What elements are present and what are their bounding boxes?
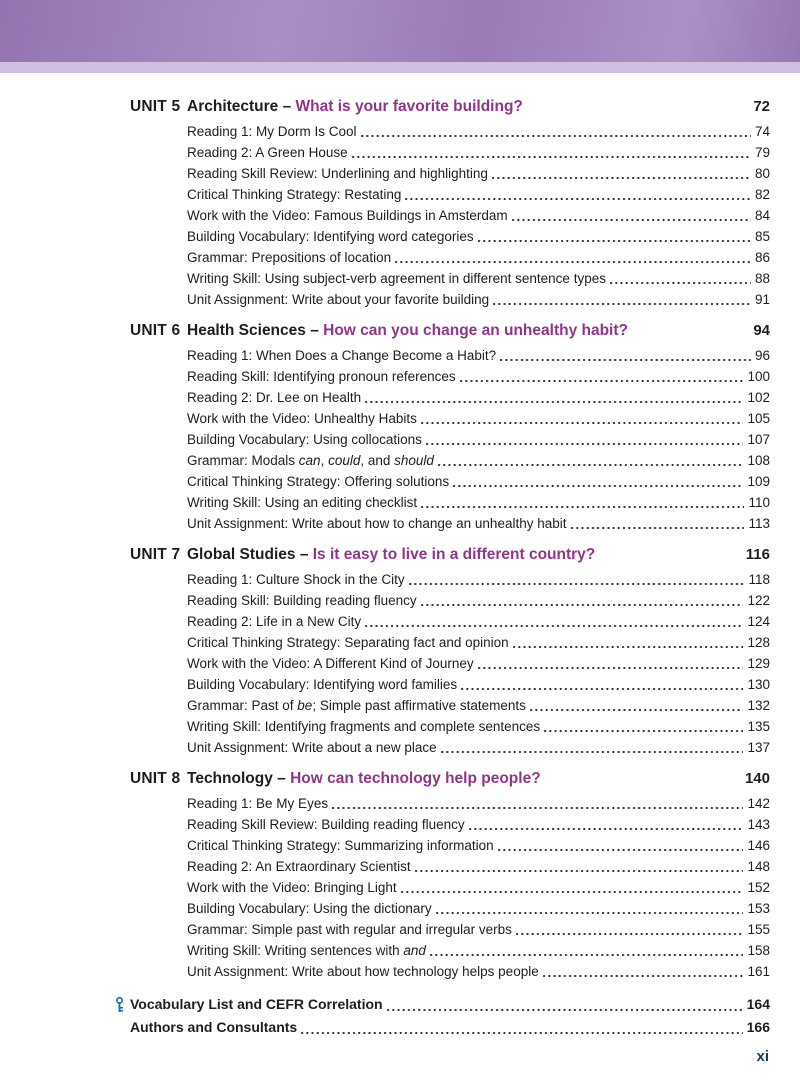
toc-entry-page: 105 <box>747 411 770 426</box>
toc-entry-page: 74 <box>754 124 770 139</box>
toc-entry-title: Unit Assignment: Write about a new place <box>187 740 437 755</box>
toc-entry-title: Reading 2: Dr. Lee on Health <box>187 390 362 405</box>
dot-leader <box>461 688 743 690</box>
unit-question: How can technology help people? <box>290 770 541 787</box>
toc-entry-title: Reading 1: When Does a Change Become a Habit? <box>187 348 497 363</box>
unit-question: How can you change an unhealthy habit? <box>323 322 628 339</box>
unit-section <box>130 97 770 310</box>
dot-leader <box>395 261 751 263</box>
dot-leader <box>421 506 744 508</box>
toc-entry-page: 132 <box>747 698 770 713</box>
dot-leader <box>543 975 744 977</box>
toc-entry-title: Unit Assignment: Write about how to change an unhealthy habit <box>187 516 567 531</box>
toc-entry-title: Reading Skill Review: Underlining and highlighting <box>187 166 488 181</box>
dot-leader <box>361 135 751 137</box>
toc-entry <box>187 247 770 268</box>
toc-entry-title: Reading 2: An Extraordinary Scientist <box>187 859 411 874</box>
unit-title <box>187 545 738 564</box>
unit-title <box>187 321 745 340</box>
unit-heading <box>130 97 770 116</box>
toc-entry-title: Unit Assignment: Write about how technology helps people <box>187 964 539 979</box>
toc-entry <box>187 835 770 856</box>
toc-entry-title: Reading 1: Be My Eyes <box>187 796 329 811</box>
toc-entry-page: 128 <box>747 635 770 650</box>
unit-label: UNIT 6 <box>130 322 181 339</box>
unit-entries <box>187 345 770 534</box>
toc-entry-title: Reading 2: A Green House <box>187 145 348 160</box>
unit-title <box>187 97 745 116</box>
toc-entry <box>187 737 770 758</box>
toc-entry <box>187 142 770 163</box>
table-of-contents <box>0 73 800 1039</box>
dot-leader <box>493 303 751 305</box>
unit-question: What is your favorite building? <box>295 98 523 115</box>
toc-entry <box>187 289 770 310</box>
toc-entry <box>187 205 770 226</box>
toc-entry-title: Reading 1: Culture Shock in the City <box>187 572 405 587</box>
toc-entry-title: Unit Assignment: Write about your favorite building <box>187 292 490 307</box>
dot-leader <box>430 954 744 956</box>
dot-leader <box>387 1009 743 1011</box>
toc-entry-page: 148 <box>747 859 770 874</box>
toc-entry-title: Vocabulary List and CEFR Correlation <box>130 996 383 1012</box>
toc-entry-page: 166 <box>746 1019 770 1035</box>
dot-leader <box>478 667 744 669</box>
toc-entry-page: 164 <box>746 996 770 1012</box>
toc-entry <box>187 345 770 366</box>
toc-entry-page: 155 <box>747 922 770 937</box>
toc-entry <box>187 961 770 982</box>
dot-leader <box>513 646 744 648</box>
toc-entry <box>130 1016 770 1039</box>
toc-entry <box>187 569 770 590</box>
toc-entry-page: 91 <box>754 292 770 307</box>
dot-leader <box>332 807 743 809</box>
toc-entry-title: Critical Thinking Strategy: Summarizing information <box>187 838 494 853</box>
dot-leader <box>365 625 743 627</box>
dot-leader <box>498 849 744 851</box>
toc-entry <box>187 898 770 919</box>
toc-entry-page: 100 <box>747 369 770 384</box>
toc-entry <box>187 121 770 142</box>
dot-leader <box>530 709 744 711</box>
toc-entry <box>187 184 770 205</box>
dot-leader <box>421 422 744 424</box>
toc-entry-page: 79 <box>754 145 770 160</box>
toc-entry-page: 110 <box>748 495 770 510</box>
toc-entry <box>187 450 770 471</box>
toc-entry-page: 142 <box>747 796 770 811</box>
dot-leader <box>571 527 745 529</box>
unit-heading <box>130 545 770 564</box>
unit-page-number: 140 <box>744 770 770 787</box>
unit-label: UNIT 8 <box>130 770 181 787</box>
unit-label: UNIT 7 <box>130 546 181 563</box>
unit-page-number: 116 <box>745 546 770 563</box>
dot-leader <box>405 198 751 200</box>
toc-entry <box>130 993 770 1016</box>
toc-entry-page: 137 <box>747 740 770 755</box>
toc-entry <box>187 268 770 289</box>
dot-leader <box>421 604 744 606</box>
unit-question: Is it easy to live in a different country? <box>312 546 596 563</box>
dot-leader <box>610 282 751 284</box>
unit-entries <box>187 793 770 982</box>
toc-entry-title: Grammar: Simple past with regular and irregular verbs <box>187 922 512 937</box>
unit-heading <box>130 321 770 340</box>
toc-entry-page: 82 <box>754 187 770 202</box>
unit-section <box>130 769 770 982</box>
unit-topic: Global Studies – <box>187 546 313 563</box>
toc-entry-page: 130 <box>747 677 770 692</box>
toc-entry <box>187 814 770 835</box>
unit-entries <box>187 121 770 310</box>
unit-heading <box>130 769 770 788</box>
folio-page-number: xi <box>756 1048 769 1065</box>
dot-leader <box>544 730 743 732</box>
toc-entry <box>187 408 770 429</box>
toc-entry-title: Writing Skill: Writing sentences with and <box>187 943 426 958</box>
toc-entry-title: Reading Skill: Building reading fluency <box>187 593 417 608</box>
toc-entry-title: Writing Skill: Using subject-verb agreement in different sentence types <box>187 271 606 286</box>
toc-entry <box>187 695 770 716</box>
toc-entry-page: 85 <box>754 229 770 244</box>
toc-entry-title: Building Vocabulary: Using the dictionary <box>187 901 432 916</box>
toc-entry <box>187 163 770 184</box>
toc-entry-title: Reading Skill Review: Building reading fluency <box>187 817 465 832</box>
toc-entry-page: 80 <box>754 166 770 181</box>
toc-entry-page: 143 <box>747 817 770 832</box>
unit-topic: Health Sciences – <box>187 322 324 339</box>
toc-entry <box>187 226 770 247</box>
dot-leader <box>352 156 751 158</box>
toc-entry-page: 124 <box>747 614 770 629</box>
toc-entry <box>187 877 770 898</box>
back-matter-list <box>130 993 770 1039</box>
dot-leader <box>409 583 745 585</box>
toc-entry <box>187 940 770 961</box>
toc-entry-title: Authors and Consultants <box>130 1019 298 1035</box>
dot-leader <box>500 359 751 361</box>
toc-entry <box>187 919 770 940</box>
toc-entry-title: Building Vocabulary: Identifying word categories <box>187 229 474 244</box>
unit-topic: Technology – <box>187 770 291 787</box>
dot-leader <box>365 401 743 403</box>
dot-leader <box>426 443 744 445</box>
dot-leader <box>516 933 744 935</box>
toc-entry-title: Reading 1: My Dorm Is Cool <box>187 124 357 139</box>
toc-entry <box>187 471 770 492</box>
unit-title <box>187 769 737 788</box>
toc-entry <box>187 590 770 611</box>
dot-leader <box>453 485 743 487</box>
toc-entry-page: 161 <box>747 964 770 979</box>
dot-leader <box>460 380 744 382</box>
dot-leader <box>512 219 751 221</box>
toc-entry <box>187 492 770 513</box>
toc-entry-page: 88 <box>754 271 770 286</box>
toc-entry <box>187 716 770 737</box>
toc-entry-page: 122 <box>747 593 770 608</box>
toc-entry-title: Grammar: Past of be; Simple past affirmative statements <box>187 698 526 713</box>
toc-entry-title: Writing Skill: Using an editing checklist <box>187 495 418 510</box>
unit-page-number: 72 <box>753 98 770 115</box>
toc-entry-title: Critical Thinking Strategy: Restating <box>187 187 402 202</box>
toc-entry-page: 107 <box>747 432 770 447</box>
toc-entry-page: 152 <box>747 880 770 895</box>
unit-label: UNIT 5 <box>130 98 181 115</box>
toc-entry-title: Work with the Video: Bringing Light <box>187 880 397 895</box>
toc-entry <box>187 611 770 632</box>
unit-section <box>130 545 770 758</box>
toc-entry-page: 108 <box>747 453 770 468</box>
toc-entry-title: Work with the Video: Unhealthy Habits <box>187 411 417 426</box>
toc-entry <box>187 429 770 450</box>
toc-entry-page: 118 <box>748 572 770 587</box>
toc-entry-page: 158 <box>747 943 770 958</box>
header-banner-strip <box>0 62 800 73</box>
dot-leader <box>469 828 744 830</box>
toc-entry-title: Grammar: Prepositions of location <box>187 250 392 265</box>
dot-leader <box>436 912 744 914</box>
toc-entry-page: 153 <box>747 901 770 916</box>
toc-entry-page: 84 <box>754 208 770 223</box>
toc-entry-page: 102 <box>747 390 770 405</box>
toc-entry <box>187 513 770 534</box>
toc-entry-title: Writing Skill: Identifying fragments and complete sentences <box>187 719 541 734</box>
toc-entry-page: 146 <box>747 838 770 853</box>
toc-entry-title: Critical Thinking Strategy: Separating fact and opinion <box>187 635 509 650</box>
dot-leader <box>438 464 744 466</box>
dot-leader <box>415 870 744 872</box>
toc-entry-title: Reading 2: Life in a New City <box>187 614 362 629</box>
toc-entry-title: Work with the Video: Famous Buildings in Amsterdam <box>187 208 508 223</box>
unit-section <box>130 321 770 534</box>
toc-entry <box>187 653 770 674</box>
dot-leader <box>492 177 751 179</box>
toc-entry-page: 113 <box>748 516 770 531</box>
toc-entry <box>187 632 770 653</box>
toc-entry-title: Building Vocabulary: Identifying word families <box>187 677 458 692</box>
dot-leader <box>441 751 744 753</box>
toc-entry-page: 96 <box>754 348 770 363</box>
unit-topic: Architecture – <box>187 98 296 115</box>
toc-entry <box>187 366 770 387</box>
toc-entry <box>187 674 770 695</box>
toc-entry-page: 86 <box>754 250 770 265</box>
toc-entry-title: Reading Skill: Identifying pronoun references <box>187 369 456 384</box>
toc-entry-page: 109 <box>747 474 770 489</box>
dot-leader <box>301 1032 742 1034</box>
dot-leader <box>401 891 744 893</box>
units-list <box>130 97 770 982</box>
toc-entry <box>187 387 770 408</box>
unit-page-number: 94 <box>753 322 770 339</box>
toc-entry <box>187 793 770 814</box>
toc-entry-page: 129 <box>747 656 770 671</box>
toc-entry-title: Work with the Video: A Different Kind of Journey <box>187 656 474 671</box>
toc-entry-page: 135 <box>747 719 770 734</box>
unit-entries <box>187 569 770 758</box>
toc-entry-title: Grammar: Modals can, could, and should <box>187 453 434 468</box>
toc-entry-title: Building Vocabulary: Using collocations <box>187 432 422 447</box>
toc-entry <box>187 856 770 877</box>
key-icon <box>114 997 126 1013</box>
dot-leader <box>478 240 751 242</box>
header-banner <box>0 0 800 62</box>
toc-entry-title: Critical Thinking Strategy: Offering solutions <box>187 474 450 489</box>
